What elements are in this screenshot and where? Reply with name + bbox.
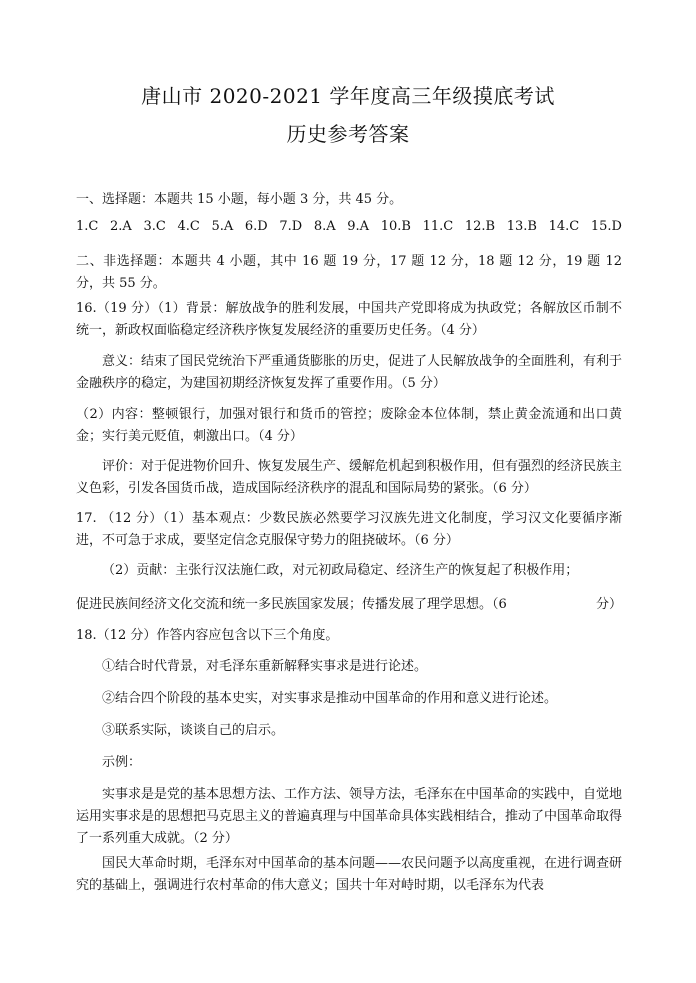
- q18-point1: ①结合时代背景，对毛泽东重新解释实事求是进行论述。: [102, 659, 428, 674]
- answer-key-row: [76, 216, 622, 238]
- q16-part2: （2）内容：整顿银行，加强对银行和货币的管控；废除金本位体制，禁止黄金流通和出口黄金；实行美元贬值，刺激出口。（4 分）: [76, 407, 622, 444]
- q17-part2-line2-text: 促进民族间经济文化交流和统一多民族国家发展；传播发展了理学思想。（6: [76, 597, 507, 612]
- answer-15: 15.D: [590, 219, 622, 234]
- page-subtitle: 历史参考答案: [286, 122, 410, 146]
- q18-point2: ②结合四个阶段的基本史实，对实事求是推动中国革命的作用和意义进行论述。: [102, 691, 558, 706]
- answer-14: 14.C: [548, 219, 580, 234]
- answer-2: 2.A: [110, 219, 132, 234]
- answer-8: 8.A: [313, 219, 336, 234]
- q18-point3: ③联系实际，谈谈自己的启示。: [102, 723, 285, 738]
- q18-example-p2: 国民大革命时期，毛泽东对中国革命的基本问题——农民问题予以高度重视，在进行调查研究的基础上，强调进行农村革命的伟大意义；国共十年对峙时期，以毛泽东为代表: [76, 856, 623, 893]
- answer-5: 5.A: [211, 219, 234, 234]
- answer-10: 10.B: [380, 219, 411, 234]
- q18-intro: 18.（12 分）作答内容应包含以下三个角度。: [76, 628, 339, 643]
- answer-7: 7.D: [279, 219, 303, 234]
- q16-part1: 16.（19 分）（1）背景：解放战争的胜利发展，中国共产党即将成为执政党；各解放区币制不统一，新政权面临稳定经济秩序恢复发展经济的重要历史任务。（4 分）: [76, 301, 622, 338]
- answer-1: 1.C: [76, 219, 99, 234]
- answer-6: 6.D: [244, 219, 268, 234]
- q16-part2-eval: 评价：对于促进物价回升、恢复发展生产、缓解危机起到积极作用，但有强烈的经济民族主义色彩，引发各国货币战，造成国际经济秩序的混乱和国际局势的紧张。（6 分）: [76, 459, 623, 496]
- q17-part2-line1: （2）贡献：主张行汉法施仁政，对元初政局稳定、经济生产的恢复起了积极作用；: [102, 563, 579, 578]
- answer-12: 12.B: [464, 219, 496, 234]
- q17-part1: 17. （12 分）（1）基本观点：少数民族必然要学习汉族先进文化制度，学习汉文化要循序渐进，不可急于求成，要坚定信念克服保守势力的阻挠破坏。（6 分）: [76, 511, 622, 548]
- answer-4: 4.C: [177, 219, 200, 234]
- section1-heading: 一、选择题：本题共 15 小题，每小题 3 分，共 45 分。: [76, 192, 403, 207]
- answer-11: 11.C: [422, 219, 454, 234]
- q18-example-label: 示例：: [102, 755, 142, 770]
- q17-part2-line2-score: 分）: [595, 597, 622, 612]
- answer-13: 13.B: [506, 219, 537, 234]
- q18-example-p1: 实事求是是党的基本思想方法、工作方法、领导方法，毛泽东在中国革命的实践中，自觉地运用实事求是的思想把马克思主义的普遍真理与中国革命具体实践相结合，推动了中国革命取得了一系列重大成就。（2 分）: [76, 787, 623, 846]
- q17-part2-line2: [76, 594, 622, 616]
- page-title: 唐山市 2020-2021 学年度高三年级摸底考试: [141, 84, 555, 108]
- answer-9: 9.A: [347, 219, 370, 234]
- section2-heading: 二、非选择题：本题共 4 小题，其中 16 题 19 分，17 题 12 分，18 题 12 分，19 题 12 分，共 55 分。: [76, 254, 622, 291]
- answer-3: 3.C: [143, 219, 166, 234]
- q16-part1-meaning: 意义：结束了国民党统治下严重通货膨胀的历史，促进了人民解放战争的全面胜利，有利于金融秩序的稳定，为建国初期经济恢复发挥了重要作用。（5 分）: [76, 354, 623, 391]
